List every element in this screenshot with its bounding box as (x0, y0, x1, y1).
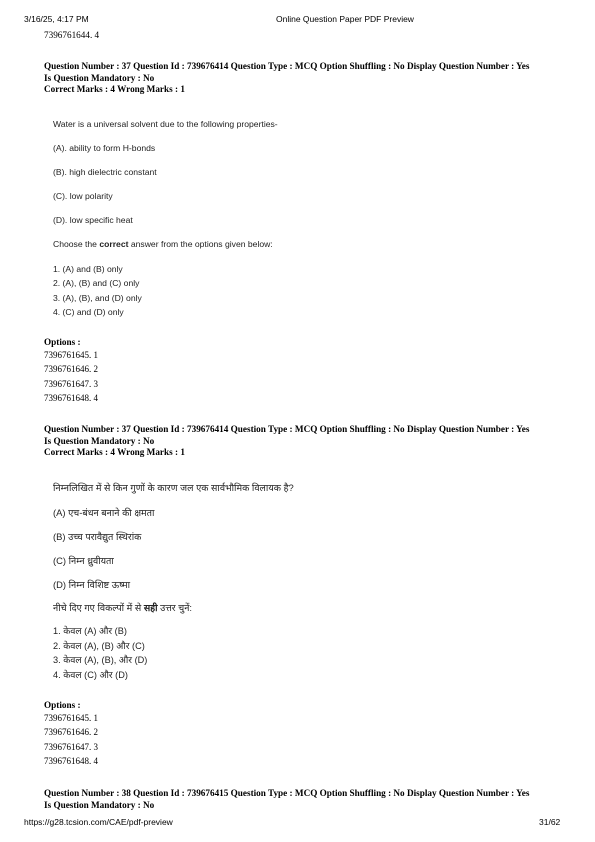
instruction-post: उत्तर चुनें: (157, 602, 192, 613)
instruction-bold: सही (143, 602, 158, 613)
question-meta-line2: Is Question Mandatory : No (44, 435, 155, 446)
question-meta-line2: Is Question Mandatory : No (44, 799, 155, 810)
option-id: 7396761648. 4 (44, 756, 98, 767)
statement-c: (C) निम्न ध्रुवीयता (53, 555, 114, 566)
question-meta-line1: Question Number : 38 Question Id : 739676415 Question Type : MCQ Option Shuffling : No Display Question Number : Yes (44, 788, 530, 798)
options-label: Options : (44, 337, 81, 347)
statement-b: (B). high dielectric constant (53, 167, 157, 177)
statement-a: (A) एच-बंधन बनाने की क्षमता (53, 507, 155, 518)
answer-choice: 1. केवल (A) और (B) (53, 626, 127, 636)
answer-choice: 2. (A), (B) and (C) only (53, 278, 140, 289)
option-id: 7396761647. 3 (44, 378, 98, 389)
question-meta-line1: Question Number : 37 Question Id : 739676414 Question Type : MCQ Option Shuffling : No Display Question Number : Yes (44, 61, 530, 71)
statement-b: (B) उच्च परावैद्युत स्थिरांक (53, 531, 142, 542)
option-id: 7396761645. 1 (44, 350, 98, 360)
question-meta-line3: Correct Marks : 4 Wrong Marks : 1 (44, 447, 185, 457)
answer-choice: 3. केवल (A), (B), और (D) (53, 655, 148, 665)
option-id: 7396761648. 4 (44, 393, 98, 404)
question-stem: निम्नलिखित में से किन गुणों के कारण जल एक सार्वभौमिक विलायक है? (53, 482, 294, 493)
statement-c: (C). low polarity (53, 191, 113, 201)
answer-choices (53, 624, 147, 682)
footer-page-number: 31/62 (539, 817, 561, 827)
question-meta (44, 424, 559, 459)
option-id: 7396761645. 1 (44, 713, 98, 723)
option-id: 7396761647. 3 (44, 741, 98, 752)
instruction-post: answer from the options given below: (128, 239, 273, 249)
question-meta (44, 788, 559, 811)
option-id: 7396761646. 2 (44, 364, 98, 375)
answer-choices (53, 262, 142, 320)
statement-a: (A). ability to form H-bonds (53, 143, 156, 153)
option-id: 7396761646. 2 (44, 727, 98, 738)
question-meta-line1: Question Number : 37 Question Id : 739676414 Question Type : MCQ Option Shuffling : No Display Question Number : Yes (44, 424, 530, 434)
answer-choice: 1. (A) and (B) only (53, 264, 123, 274)
header-title: Online Question Paper PDF Preview (276, 14, 414, 24)
statement-d: (D). low specific heat (53, 215, 133, 225)
top-option-fragment: 7396761644. 4 (44, 30, 100, 40)
options-label: Options : (44, 700, 81, 710)
answer-choice: 4. (C) and (D) only (53, 307, 124, 318)
question-meta (44, 61, 559, 96)
answer-choice: 3. (A), (B), and (D) only (53, 292, 142, 303)
header-datetime: 3/16/25, 4:17 PM (24, 14, 89, 24)
instruction-pre: नीचे दिए गए विकल्पों में से (53, 602, 144, 613)
statement-d: (D) निम्न विशिष्ट ऊष्मा (53, 579, 131, 590)
question-meta-line2: Is Question Mandatory : No (44, 72, 155, 83)
question-meta-line3: Correct Marks : 4 Wrong Marks : 1 (44, 84, 185, 94)
footer-url[interactable]: https://g28.tcsion.com/CAE/pdf-preview (24, 817, 173, 827)
instruction-pre: Choose the (53, 239, 100, 249)
question-instruction (53, 239, 273, 249)
instruction-bold: correct (99, 239, 129, 249)
answer-choice: 4. केवल (C) और (D) (53, 669, 128, 680)
options-list (44, 348, 98, 406)
question-instruction (53, 601, 192, 614)
options-list (44, 711, 98, 769)
question-stem: Water is a universal solvent due to the following properties- (53, 119, 278, 129)
answer-choice: 2. केवल (A), (B) और (C) (53, 640, 145, 651)
